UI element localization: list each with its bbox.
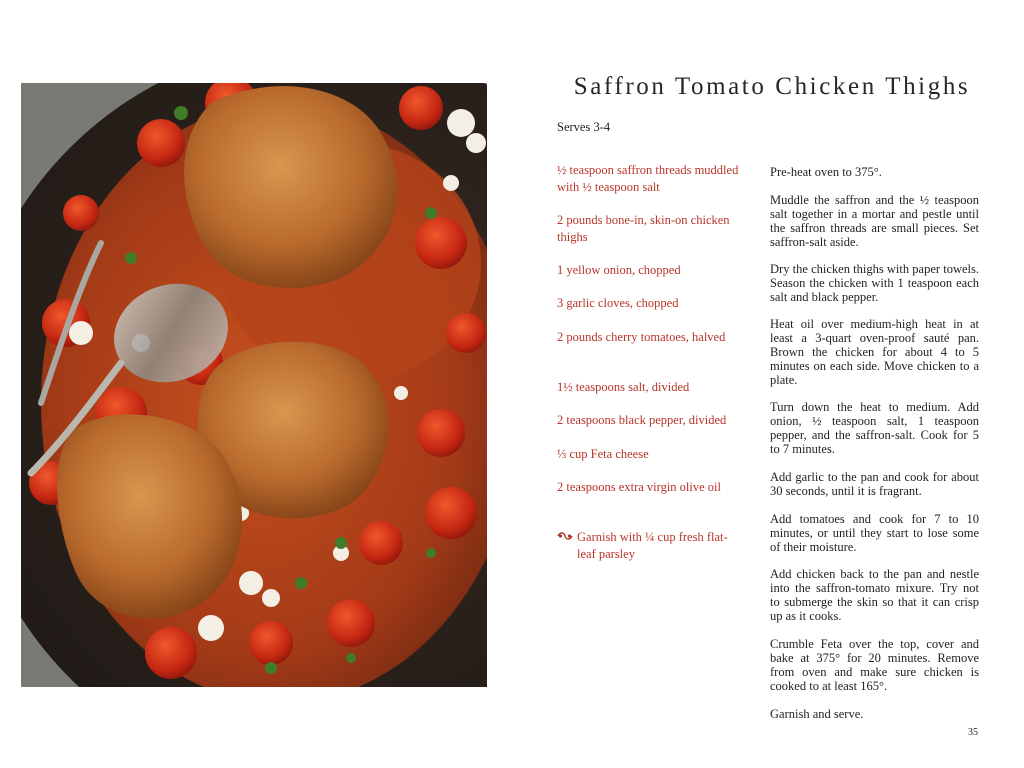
method-step: Muddle the saffron and the ½ teaspoon salt together in a mortar and pestle until the saffron threads are small pieces. Set saffron-salt aside. <box>770 193 979 250</box>
method-step: Dry the chicken thighs with paper towels. Season the chicken with 1 teaspoon each salt and black pepper. <box>770 262 979 305</box>
ingredient-item: ½ teaspoon saffron threads muddled with ½ teaspoon salt <box>557 163 739 194</box>
garnish-text: Garnish with ¼ cup fresh flat-leaf parsley <box>577 530 728 561</box>
method-step: Add tomatoes and cook for 7 to 10 minutes, or until they start to lose some of their moisture. <box>770 512 979 555</box>
page-number: 35 <box>968 727 978 738</box>
fleuron-icon <box>557 529 577 546</box>
ingredient-item: 1 yellow onion, chopped <box>557 263 681 277</box>
ingredient-item: 2 pounds bone-in, skin-on chicken thighs <box>557 213 730 244</box>
method-step: Pre-heat oven to 375°. <box>770 165 882 179</box>
recipe-photo <box>21 83 487 687</box>
ingredient-item: 3 garlic cloves, chopped <box>557 296 679 310</box>
method-step: Heat oil over medium-high heat in at least a 3-quart oven-proof sauté pan. Brown the chicken for about 4 to 5 minutes on each side. Move chicken to a plate. <box>770 317 979 388</box>
ingredient-item: 2 teaspoons extra virgin olive oil <box>557 480 721 494</box>
method-step: Add chicken back to the pan and nestle into the saffron-tomato mixure. Try not to submerge the skin so that it can crisp up as it cooks. <box>770 567 979 624</box>
ingredient-item: 1½ teaspoons salt, divided <box>557 380 690 394</box>
ingredient-item: 2 pounds cherry tomatoes, halved <box>557 330 726 344</box>
method-step: Garnish and serve. <box>770 707 864 721</box>
method-step: Turn down the heat to medium. Add onion, ½ teaspoon salt, 1 teaspoon pepper, and the saffron-salt. Cook for 5 to 7 minutes. <box>770 400 979 457</box>
recipe-title: Saffron Tomato Chicken Thighs <box>573 72 971 100</box>
method-step: Crumble Feta over the top, cover and bake at 375° for 20 minutes. Remove from oven and make sure chicken is cooked to at least 165°. <box>770 637 979 694</box>
ingredient-item: 2 teaspoons black pepper, divided <box>557 413 727 427</box>
method-step: Add garlic to the pan and cook for about 30 seconds, until it is fragrant. <box>770 470 979 499</box>
garnish-note <box>557 529 747 563</box>
servings: Serves 3-4 <box>557 120 611 134</box>
ingredient-item: ⅓ cup Feta cheese <box>557 447 649 461</box>
